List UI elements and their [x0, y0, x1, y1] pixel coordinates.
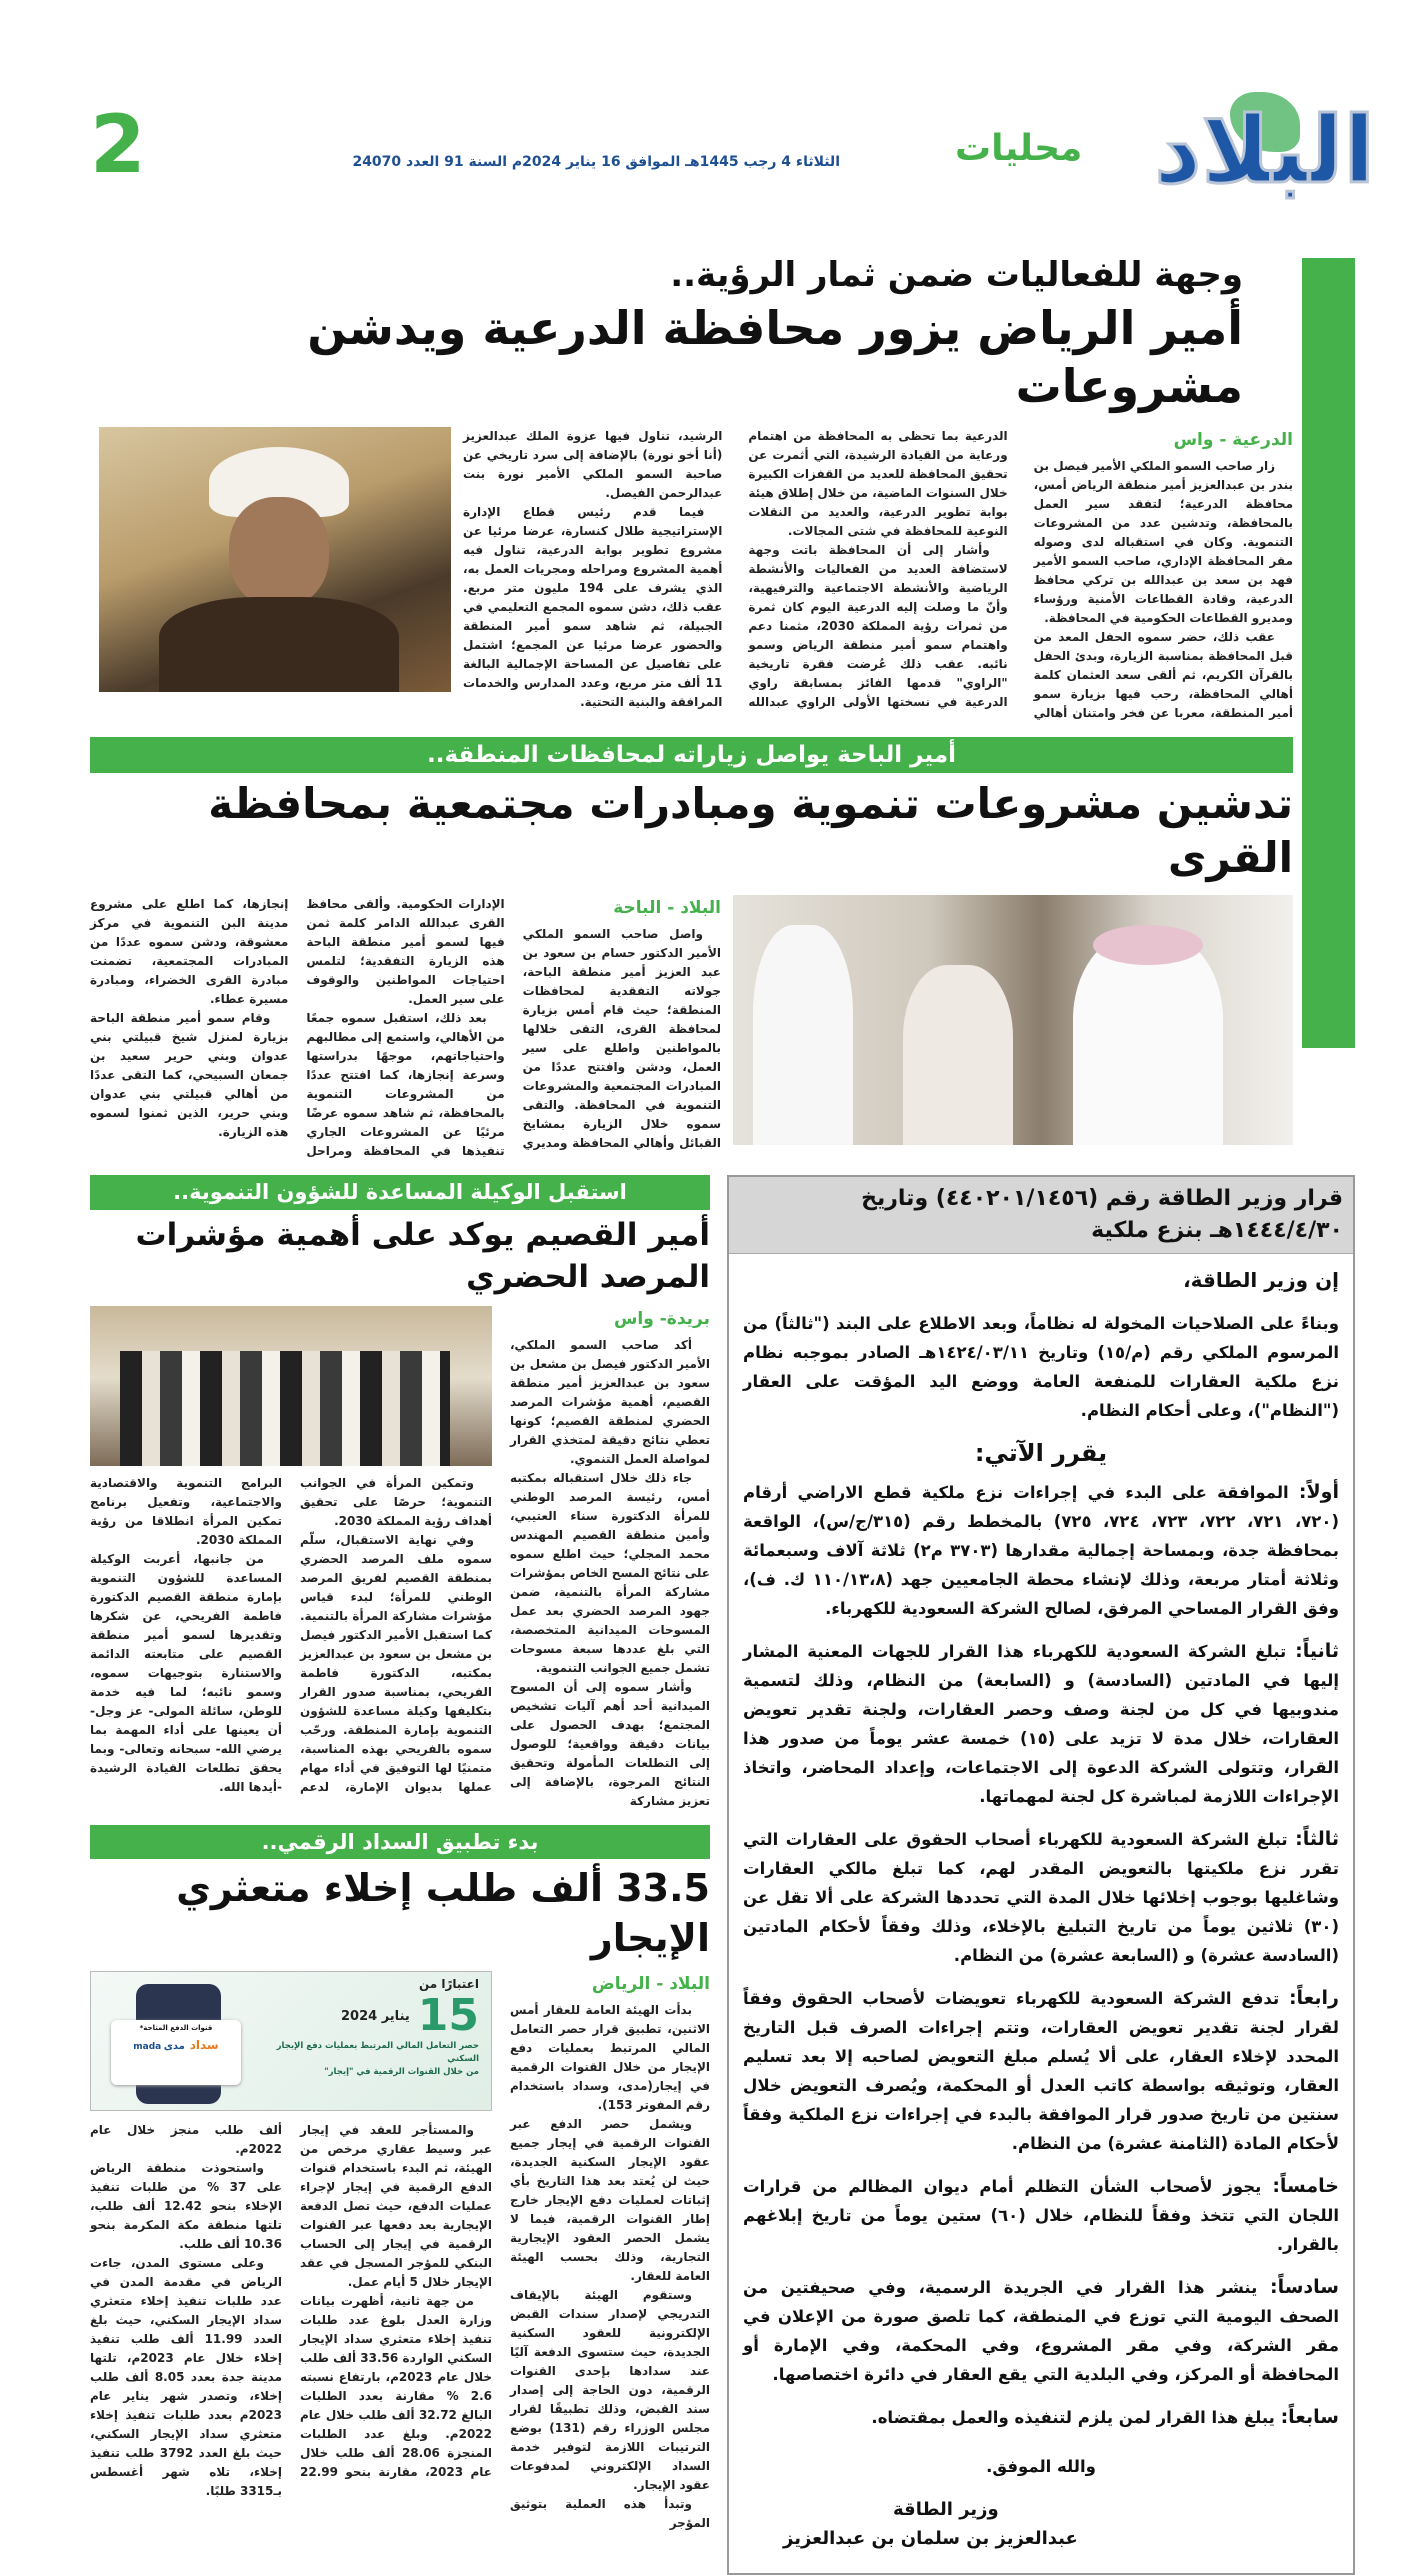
article3-paragraphs — [90, 1474, 492, 1797]
article3-paragraph: جاء ذلك خلال استقباله بمكتبه أمس، رئيسة المرصد الوطني للمرأة الدكتورة سناء العتيبي، وأمين منطقة القصيم المهندس محمد المجلي؛ حيث اطلع سموه على نتائج المسح الخاص بمؤشرات مشاركة المرأة بالتنمية، ضمن جهود المرصد الحضري بعد عمل المسوحات الميدانية المتخصصة، التي بلغ عددها سبعة مسوحات تشمل جميع الجوانب التنموية. — [510, 1471, 710, 1675]
article1-headline: أمير الرياض يزور محافظة الدرعية ويدشن مشروعات — [307, 301, 1243, 413]
article2-paragraphs — [90, 895, 721, 1161]
decree-item-label: سادساً: — [1270, 2276, 1339, 2298]
article2-headline: تدشين مشروعات تنموية ومبادرات مجتمعية بمحافظة القرى — [208, 779, 1293, 882]
decree-item-text: ينشر هذا القرار في الجريدة الرسمية، وفي صحيفتين من الصحف اليومية التي توزع في المنطقة، كما تلصق صورة من الإعلان في مقر الشركة، وفي مقر المشروع، وفي المحكمة، وفي الإمارة أو المحافظة أو المركز، وفي البلدية التي يقع العقار في دائرة اختصاصها. — [743, 2278, 1339, 2384]
article3-paragraph: وفي نهاية الاستقبال، سلّم سموه ملف المرصد الحضري بمنطقة القصيم لفريق المرصد الوطني للمرأة؛ لبدء قياس مؤشرات مشاركة المرأة بالتنمية. كما استقبل الأمير الدكتور فيصل بن مشعل بن سعود بن عبدالعزيز بمكتبه، الدكتورة فاطمة الفريحي، بمناسبة صدور القرار بتكليفها وكيلة مساعدة للشؤون التنموية بإمارة المنطقة. ورحّب سموه بالفريحي بهذه المناسبة، متمنيًا لها التوفيق في أداء مهام عملها بديوان الإمارة، لدعم البرامج التنموية والاقتصادية والاجتماعية، وتفعيل برنامج تمكين المرأة انطلاقا من رؤية المملكة 2030. — [90, 1476, 492, 1794]
article2-body — [90, 895, 721, 1161]
article1-body — [463, 427, 1293, 723]
decree-item-label: خامساً: — [1272, 2175, 1339, 2197]
bottom-section — [90, 1175, 1355, 2575]
article1 — [90, 255, 1293, 723]
article4-paragraph: وعلى مستوى المدن، جاءت الرياض في مقدمة المدن في عدد طلبات تنفيذ إخلاء متعثري سداد الإيجار السكني، حيث بلغ العدد 11.99 ألف طلب تنفيذ إخلاء خلال عام 2023م، تلتها مدينة جدة بعدد 8.05 ألف طلب إخلاء، وتصدر شهر يناير عام 2023م بعدد طلبات تنفيذ إخلاء متعثري سداد الإيجار السكني، حيث بلغ العدد 3792 طلب تنفيذ إخلاء، تلاه شهر أغسطس بـ3315 طلبًا. — [90, 2256, 283, 2498]
article1-dateline: الدرعية - واس — [1173, 430, 1293, 450]
article4-headline: 33.5 ألف طلب إخلاء متعثري الإيجار — [176, 1866, 710, 1960]
article4-body — [90, 2121, 492, 2501]
article2-paragraph: بعد ذلك، استقبل سموه جمعًا من الأهالي، واستمع إلى مطالبهم واحتياجاتهم، موجهًا بدراستها وسرعة إنجازها، كما افتتح عددًا من المشروعات التنموية بالمحافظة، ثم شاهد سموه عرضًا مرئيًا عن المشروعات الجاري تنفيذها في المحافظة ومراحل إنجازها، كما اطلع على مشروع مدينة البن التنموية في مركز معشوقة، ودشن سموه عددًا من المبادرات المجتمعية، تضمنت مبادرة القرى الخضراء، ومبادرة مسيرة عطاء. — [90, 897, 505, 1158]
decree-item-text: يبلغ هذا القرار لمن يلزم لتنفيذه والعمل بمقتضاه. — [871, 2408, 1275, 2427]
decree-item-text: تبلغ الشركة السعودية للكهرباء أصحاب الحقوق على العقارات التي تقرر نزع ملكيتها بالتعويض المقدر لهم، كما تبلغ مالكي العقارات وشاغليها بوجوب إخلائها خلال المدة التي تحددها الشركة على ألا تقل عن (٣٠) ثلاثين يوماً من تاريخ التبليغ بالإخلاء، وذلك وفقاً لأحكام المادتين (السادسة عشرة) و (السابعة عشرة) من النظام. — [743, 1830, 1339, 1965]
article4-paragraph: من جهة ثانية، أظهرت بيانات وزارة العدل بلوغ عدد طلبات تنفيذ إخلاء متعثري سداد الإيجار السكني الواردة 33.56 ألف طلب خلال عام 2023م، بارتفاع نسبته 2.6 % مقارنة بعدد الطلبات البالغ 32.72 ألف طلب خلال عام 2022م. وبلغ عدد الطلبات المنجزة 28.06 ألف طلب خلال عام 2023، مقارنة بنحو 22.99 ألف طلب منجز خلال عام 2022م. — [90, 2123, 493, 2479]
decree-item-label: ثالثاً: — [1295, 1828, 1340, 1850]
article2-paragraph: واصل صاحب السمو الملكي الأمير الدكتور حسام بن سعود بن عبد العزيز أمير منطقة الباحة، جولاته التفقدية لمحافظات المنطقة؛ حيث قام أمس بزيارة لمحافظة القرى، التقى خلالها بالمواطنين واطلع على سير العمل، ودشن وافتتح عددًا من المبادرات المجتمعية والمشروعات التنموية في المحافظة. والتقى سموه خلال الزيارة بمشايخ القبائل وأهالي المحافظة ومديري الإدارات الحكومية. وألقى محافظ القرى عبدالله الدامر كلمة ثمن فيها لسمو أمير منطقة الباحة هذه الزيارة التفقدية؛ لتلمس احتياجات المواطنين والوقوف على سير العمل. — [306, 897, 721, 1150]
decree-opening: إن وزير الطاقة، — [1183, 1268, 1339, 1292]
decree-item-text: يجوز لأصحاب الشأن التظلم أمام ديوان المظالم من قرارات اللجان التي تتخذ وفقاً للنظام، خلال (٦٠) ستين يوماً من تاريخ إبلاغهم بالقرار. — [743, 2177, 1339, 2254]
article4-paragraph: بدأت الهيئة العامة للعقار أمس الاثنين، تطبيق قرار حصر التعامل المالي المرتبط بعمليات دفع الإيجار من خلال القنوات الرقمية في إيجار(مدى، وسداد باستخدام رقم المفوتر 153). — [510, 2003, 710, 2112]
article3-kicker-banner: استقبل الوكيلة المساعدة للشؤون التنموية.. — [90, 1175, 710, 1210]
mada-logo-en: mada — [133, 2042, 162, 2052]
article3-paragraph: أكد صاحب السمو الملكي، الأمير الدكتور فيصل بن مشعل بن سعود بن عبدالعزيز أمير منطقة القصيم، أهمية مؤشرات المرصد الحضري لمنطقة القصيم؛ كونها تعطي نتائج دقيقة لمتخذي القرار لمواصلة العمل التنموي. — [510, 1338, 710, 1466]
newspaper-logo — [1125, 88, 1375, 213]
infographic-month-year: يناير 2024 — [341, 2008, 410, 2024]
article4-paragraph: وتبدأ هذه العملية بتوثيق المؤجر — [510, 2497, 710, 2530]
signatory-title: وزير الطاقة — [893, 2499, 999, 2520]
decree-closing: والله الموفق. — [986, 2457, 1096, 2476]
article4-paragraphs — [510, 2001, 710, 2533]
article1-paragraphs — [463, 427, 1293, 723]
article3-paragraph: وتمكين المرأة في الجوانب التنموية؛ حرصًا على تحقيق أهداف رؤية المملكة 2030. — [300, 1476, 492, 1528]
decree-preamble: وبناءً على الصلاحيات المخولة له نظاماً، وبعد الاطلاع على البند ("ثالثاً) من المرسوم الملكي رقم (م/١٥) وتاريخ ١٤٢٤/٠٣/١١هـ الصادر بموجبه نظام نزع ملكية العقارات للمنفعة العامة ووضع اليد المؤقت على العقار ("النظام")، وعلى أحكام النظام. — [743, 1314, 1339, 1420]
article3-paragraph: من جانبها، أعربت الوكيلة المساعدة للشؤون التنموية بإمارة منطقة القصيم الدكتورة فاطمة الفريحي، عن شكرها وتقديرها لسمو أمير منطقة القصيم على متابعته الدائمة والاستنارة بتوجيهات سموه، وسمو نائبه؛ لما فيه خدمة للوطن، سائلة المولى- عز وجل- أن يعينها على أداء المهمة بما يرضي الله- سبحانه وتعالى- وبما يحقق تطلعات القيادة الرشيدة -أيدها الله. — [90, 1552, 282, 1794]
left-column — [90, 1175, 710, 2547]
decree-resolves: يقرر الآتي: — [974, 1439, 1108, 1467]
decree-item — [743, 1984, 1339, 2158]
logo-text: البلاد — [1154, 97, 1375, 204]
article1-paragraph: زار صاحب السمو الملكي الأمير فيصل بن بندر بن عبدالعزيز أمير منطقة الرياض أمس، محافظة الدرعية؛ لتفقد سير العمل بالمحافظة، وتدشين عدد من المشروعات التنموية. وكان في استقباله لدى وصوله مقر المحافظة الإداري، صاحب السمو الأمير فهد بن سعد بن عبدالله بن تركي محافظ الدرعية، وقادة القطاعات الأمنية ورؤساء ومديرو القطاعات الحكومية في المحافظة. — [1033, 459, 1293, 625]
decree-item — [743, 2273, 1339, 2389]
article3-headline: أمير القصيم يوكد على أهمية مؤشرات المرصد الحضري — [135, 1217, 710, 1295]
article4-paragraph: واستحوذت منطقة الرياض على 37 % من طلبات تنفيذ الإخلاء بنحو 12.42 ألف طلب، تلتها منطقة مكة المكرمة بنحو 10.36 ألف طلب. — [90, 2161, 283, 2251]
article2 — [90, 737, 1293, 1161]
decree-item-text: تدفع الشركة السعودية للكهرباء تعويضات لأصحاب الحقوق وفقاً لقرار لجنة تقدير تعويض العقارات، وتتم إجراءات الصرف قبل التاريخ المحدد لإخلاء العقار، على ألا يُسلم مبلغ التعويض لصاحبه إلا بعد تسليم العقار، وتوثيقه بواسطة كاتب العدل أو المحكمة، ويُصرف التعويض خلال سنتين من تاريخ صدور قرار الموافقة بالبدء في إجراءات نزع الملكية وفقاً لأحكام المادة (الثامنة عشرة) من النظام. — [743, 1989, 1339, 2153]
article3 — [90, 1175, 710, 1811]
article4-paragraph: وستقوم الهيئة بالإيقاف التدريجي لإصدار سندات القبض الإلكترونية للعقود السكنية الجديدة، حيث ستسوى الدفعة آليًا عند سدادها بإحدى القنوات الرقمية، دون الحاجة إلى إصدار سند القبض، وذلك تطبيقًا لقرار مجلس الوزراء رقم (131) بوضع الترتيبات اللازمة لتوفير خدمة السداد الإلكتروني لمدفوعات عقود الإيجار. — [510, 2288, 710, 2492]
article4-paragraph: ويشمل حصر الدفع عبر القنوات الرقمية في إيجار جميع عقود الإيجار السكنية الجديدة، حيث لن يُعتد بعد هذا التاريخ بأي إثباتات لعمليات دفع الإيجار خارج إطار القنوات الرقمية، فيما لا يشمل الحصر العقود الإيجارية التجارية، وذلك بحسب الهيئة العامة للعقار. — [510, 2117, 710, 2283]
article3-main — [90, 1306, 492, 1797]
article4-paragraphs — [90, 2121, 492, 2501]
issue-date-line: الثلاثاء 4 رجب 1445هـ الموافق 16 يناير 2024م السنة 91 العدد 24070 — [352, 154, 840, 170]
article3-paragraph: وأشار سموه إلى أن المسوح الميدانية أحد أهم آليات تشخيص المجتمع؛ بهدف الحصول على بيانات دقيقة وواقعية؛ للوصول إلى التطلعات المأمولة وتحقيق النتائج المرجوة، بالإضافة إلى تعزيز مشاركة — [510, 1680, 710, 1808]
mada-logo-ar: مدى — [163, 2041, 185, 2052]
decree-item — [743, 1825, 1339, 1970]
infographic-day: 15 — [417, 1990, 479, 2041]
page-number: 2 — [90, 98, 146, 191]
decree-item — [743, 1637, 1339, 1811]
article2-paragraph: وقام سمو أمير منطقة الباحة بزيارة لمنزل شيخ قبيلتي بني عدوان وبني حرير سعيد بن جمعان السبيحي، كما التقى عددًا من أهالي قبيلتي بني عدوان وبني حرير، الذين ثمنوا لسموه هذه الزيارة. — [90, 1011, 289, 1139]
section-title: محليات — [955, 128, 1083, 169]
rent-infographic — [90, 1971, 492, 2111]
infographic-line2: من خلال القنوات الرقمية في "إيجار" — [324, 2067, 479, 2077]
decree-item — [743, 1478, 1339, 1623]
decree-item — [743, 2403, 1339, 2432]
payment-channels-card — [111, 2020, 241, 2085]
article2-photo — [733, 895, 1293, 1145]
decree-item-text: تبلغ الشركة السعودية للكهرباء هذا القرار للجهات المعنية المشار إليها في المادتين (السادسة) و (السابعة) من النظام، وذلك لتسمية مندوبيها في كل من لجنة وصف وحصر العقارات، ولجنة تقدير تعويض العقارات، خلال مدة لا تزيد على (١٥) خمسة عشر يوماً من صدور هذا القرار، وتتولى الشركة الدعوة إلى الاجتماعات، وإعداد المحاضر، واتخاذ الإجراءات اللازمة لمباشرة كل لجنة لمهماتها. — [743, 1642, 1339, 1806]
article2-kicker-banner: أمير الباحة يواصل زياراته لمحافظات المنطقة.. — [90, 737, 1293, 773]
article1-photo — [99, 427, 451, 692]
article3-dateline: بريدة- واس — [613, 1309, 710, 1329]
decree-item-label: ثانياً: — [1295, 1640, 1339, 1662]
article4-paragraph: والمستأجر للعقد في إيجار عبر وسيط عقاري مرخص من الهيئة، ثم البدء باستخدام قنوات الدفع الرقمية في إيجار لإجراء عمليات الدفع، حيث تصل الدفعة الإيجارية بعد دفعها عبر القنوات الرقمية في إيجار إلى الحساب البنكي للمؤجر المسجل في عقد الإيجار خلال 5 أيام عمل. — [300, 2123, 492, 2289]
article4-dateline: البلاد - الرياض — [591, 1974, 710, 1994]
sadad-logo: سداد — [189, 2038, 219, 2052]
article1-kicker: وجهة للفعاليات ضمن ثمار الرؤية.. — [670, 255, 1243, 295]
article3-side-body — [510, 1306, 710, 1811]
decree-item-label: أولاً: — [1298, 1481, 1339, 1503]
article1-paragraph: فيما قدم رئيس قطاع الإدارة الإستراتيجية طلال كنسارة، عرضا مرئيا عن مشروع تطوير بوابة الدرعية، تناول فيه أهمية المشروع ومراحله ومجريات العمل به، الذي يشرف على 194 مليون متر مربع. عقب ذلك، دشن سموه المجمع التعليمي في الجبيلة، ثم شاهد سمو أمير المنطقة والحضور عرضا مرئيا عن المجمع؛ اشتمل على تفاصيل عن المساحة الإجمالية البالغة 11 ألف متر مربع، وعدد المدارس والخدمات المرافقة والبنية التحتية. — [463, 505, 723, 709]
article3-paragraphs — [510, 1336, 710, 1811]
infographic-line1: حصر التعامل المالي المرتبط بعمليات دفع الإيجار السكني — [276, 2041, 479, 2064]
decree-items — [743, 1478, 1339, 2432]
article4-kicker-banner: بدء تطبيق السداد الرقمي.. — [90, 1825, 710, 1859]
decree-item-label: سابعاً: — [1280, 2406, 1339, 2428]
article3-body — [90, 1474, 492, 1797]
infographic-from: اعتبارًا من — [418, 1977, 479, 1991]
article4-main — [90, 1971, 492, 2501]
decree-item-label: رابعاً: — [1288, 1987, 1339, 2009]
article2-dateline: البلاد - الباحة — [613, 898, 721, 918]
channels-title: قنوات الدفع المتاحة* — [139, 2024, 213, 2032]
article1-paragraph: وأشار إلى أن المحافظة باتت وجهة لاستضافة العديد من الفعاليات والأنشطة الرياضية والأنشطة الاجتماعية والترفيهية، وأنّ ما وصلت إليه الدرعية اليوم كان ثمرة من ثمرات رؤية المملكة 2030، مثمنا دعم واهتمام سمو أمير منطقة الرياض وسمو نائبه. عقب ذلك عُرضت فقرة تاريخية "الراوي" قدمها الفائز بمسابقة راوي الدرعية في نسختها الأولى الراوي عبدالله الرشيد، تناول فيها عزوة الملك عبدالعزيز (أنا أخو نورة) بالإضافة إلى سرد تاريخي عن صاحبة السمو الملكي الأمير نورة بنت عبدالرحمن الفيصل. — [463, 429, 1008, 709]
article4-side-body — [510, 1971, 710, 2533]
decree-item — [743, 2172, 1339, 2259]
article1-paragraph: عقب ذلك، حضر سموه الحفل المعد من قبل المحافظة بمناسبة الزيارة، وبدئ الحفل بالقرآن الكريم، ثم ألقى سعد العثمان كلمة أهالي المحافظة، رحب فيها بزيارة سمو أمير المنطقة، معربا عن فخر وامتنان أهالي الدرعية بما تحظى به المحافظة من اهتمام ورعاية من القيادة الرشيدة، التي أثمرت عن تحقيق المحافظة للعديد من القفزات الكبيرة خلال السنوات الماضية، من خلال إطلاق هيئة بوابة تطوير الدرعية، والعديد من النقلات النوعية للمحافظة في شتى المجالات. — [748, 429, 1293, 720]
decree-title: قرار وزير الطاقة رقم (٤٤٠٢٠١/١٤٥٦) وتاريخ ١٤٤٤/٤/٣٠هـ بنزع ملكية — [729, 1177, 1353, 1254]
decree-notice — [727, 1175, 1355, 2575]
decree-item-text: الموافقة على البدء في إجراءات نزع ملكية قطع الاراضي أرقام (٧٢٠، ٧٢١، ٧٢٢، ٧٢٣، ٧٢٤، ٧٢٥) بالمخطط رقم (٣١٥/ج/س)، الواقعة بمحافظة جدة، وبمساحة إجمالية مقدارها (٣٧٠٣ م٢) ثلاثة آلاف وسبعمائة وثلاثة أمتار مربعة، وذلك لإنشاء محطة الجامعيين جهد (١١٠/١٣،٨ ك. ف)، وفق القرار المساحي المرفق، لصالح الشركة السعودية للكهرباء. — [743, 1483, 1339, 1618]
signatory-name: عبدالعزيز بن سلمان بن عبدالعزيز — [783, 2528, 1078, 2549]
article3-photo — [90, 1306, 492, 1466]
page-content — [90, 255, 1355, 2575]
article4 — [90, 1825, 710, 2533]
top-section — [90, 255, 1355, 1161]
